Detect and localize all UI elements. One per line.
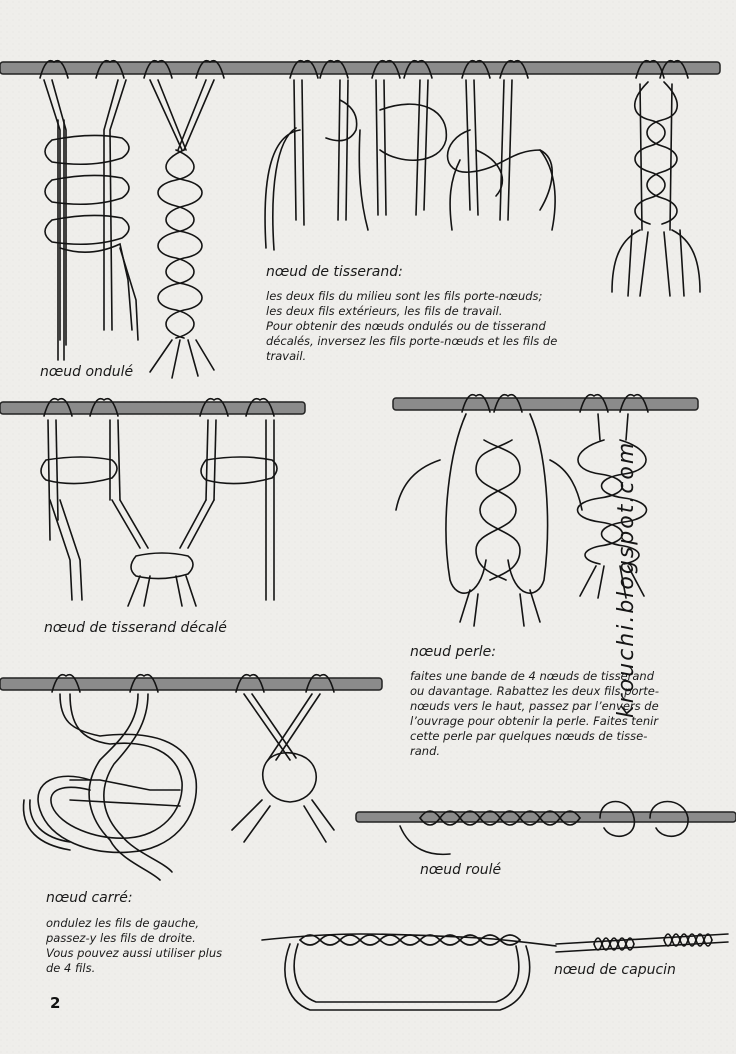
- caption-noeud-tisserand: nœud de tisserand:: [266, 264, 403, 280]
- text-carre: [46, 916, 266, 976]
- text-line: Vous pouvez aussi utiliser plus: [46, 946, 223, 960]
- text-line: nœuds vers le haut, passez par l’envers de: [410, 699, 659, 713]
- text-line: les deux fils du milieu sont les fils porte-nœuds;: [266, 289, 543, 303]
- caption-noeud-capucin: nœud de capucin: [554, 962, 676, 978]
- page-number: 2: [50, 994, 61, 1012]
- text-line: l’ouvrage pour obtenir la perle. Faites tenir: [410, 714, 659, 728]
- text-line: de 4 fils.: [46, 961, 96, 975]
- watermark: krouchi.blogspot.com: [614, 440, 639, 718]
- text-line: cette perle par quelques nœuds de tisse-: [410, 729, 648, 743]
- text-line: travail.: [266, 349, 307, 363]
- caption-noeud-perle: nœud perle:: [410, 644, 496, 660]
- caption-noeud-tisserand-decale: nœud de tisserand décalé: [44, 620, 227, 636]
- text-perle: [410, 669, 700, 759]
- caption-noeud-roule: nœud roulé: [420, 862, 502, 878]
- text-line: faites une bande de 4 nœuds de tisserand: [410, 669, 654, 683]
- caption-noeud-ondule: nœud ondulé: [40, 364, 134, 380]
- text-line: ou davantage. Rabattez les deux fils porte-: [410, 684, 659, 698]
- text-tisserand: [266, 289, 596, 364]
- text-line: les deux fils extérieurs, les fils de travail.: [266, 304, 503, 318]
- text-line: Pour obtenir des nœuds ondulés ou de tisserand: [266, 319, 546, 333]
- text-line: décalés, inversez les fils porte-nœuds et les fils de: [266, 334, 558, 348]
- text-line: ondulez les fils de gauche,: [46, 916, 200, 930]
- text-line: rand.: [410, 744, 441, 758]
- caption-noeud-carre: nœud carré:: [46, 890, 133, 906]
- text-line: passez-y les fils de droite.: [46, 931, 196, 945]
